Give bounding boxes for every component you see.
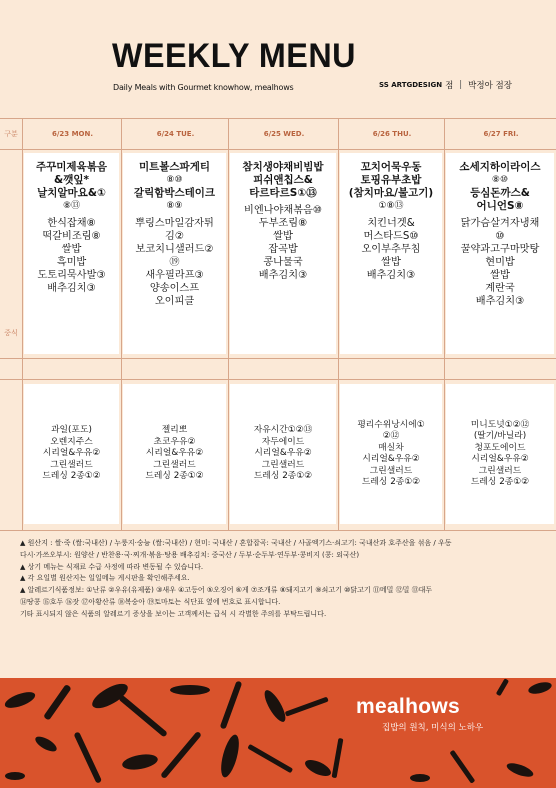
side-dish: 양송이스프 [149, 283, 200, 294]
menu-table [0, 118, 556, 530]
main-dish-line: ⑧⑩ [166, 175, 183, 185]
side-label-header: 구분 [4, 130, 18, 138]
dessert-item: 시리얼&우유② [254, 448, 312, 459]
dessert-cell [24, 384, 119, 524]
dessert-item: 드레싱 2종①② [145, 471, 204, 482]
side-dish: 비엔나야채볶음⑩ [243, 205, 323, 216]
brand-suffix: 점 [445, 81, 454, 91]
page-subtitle: Daily Meals with Gourmet knowhow, mealhows [113, 83, 294, 92]
side-dish: 한식잡채⑧ [47, 218, 96, 229]
side-dish: 머스타드S⑩ [363, 231, 419, 242]
side-dishes [123, 217, 226, 308]
side-dish: 콩나물국 [263, 257, 303, 268]
main-dish-line: (참치마요/불고기) [348, 187, 434, 199]
column-divider [338, 118, 339, 530]
column-divider [228, 118, 229, 530]
main-dish-line: ①⑧⑬ [378, 201, 404, 211]
side-dish: 꿀약과고구마맛탕 [460, 244, 540, 255]
dessert-item: 미니도넛①②⑫ [470, 419, 530, 430]
main-dish-line: 날치알마요&① [37, 187, 106, 199]
side-dish: ⑩ [495, 231, 505, 242]
notes [20, 538, 540, 621]
lunch-cell [340, 153, 442, 354]
side-dish: 닭가슴살겨자냉채 [460, 218, 540, 229]
side-dish: 떡갈비조림⑧ [42, 231, 101, 242]
side-dish: 도토리묵사발③ [37, 270, 106, 281]
pattern-decoration [0, 678, 556, 788]
note-line: ▲ 상기 메뉴는 식재료 수급 사정에 따라 변동될 수 있습니다. [20, 562, 204, 571]
dessert-item: ②⑫ [382, 431, 400, 441]
dessert-item: 그린샐러드 [261, 459, 305, 470]
main-dish [230, 161, 336, 200]
dessert-cell [446, 384, 554, 524]
side-dish: 배추김치③ [366, 270, 416, 281]
dessert-item: 평리수위낭시에① [357, 419, 425, 430]
main-dish-line: 소세지하이라이스 [459, 161, 541, 173]
main-dish-line: ⑧⑩ [491, 175, 509, 185]
main-dish-line: &깻잎* [54, 174, 89, 186]
page-title: WEEKLY MENU [112, 37, 356, 75]
side-dish: 배추김치③ [47, 283, 96, 294]
divider: | [459, 80, 463, 90]
side-dish: 쌀밥 [61, 244, 82, 255]
note-line: ▲ 알레르기식품정보: ①난류 ②우유(유제품) ③새우 ④고등어 ⑤오징어 ⑥게 ⑦조개류 ⑧돼지고기 ⑨쇠고기 ⑩닭고기 ⑪메밀 ⑫밀 ⑬대두 [20, 586, 433, 595]
main-dish-line: 미트볼스파게티 [138, 161, 210, 173]
branch-name: 박정아 점장 [468, 81, 512, 91]
dessert-cell [123, 384, 226, 524]
column-divider [444, 118, 445, 530]
dessert-item: 자유시간①②⑬ [253, 425, 313, 436]
dessert-item: 드레싱 2종①② [470, 477, 530, 487]
dessert-item: 청포도에이드 [474, 442, 526, 453]
dessert-item: 시리얼&우유② [42, 448, 101, 459]
main-dish [123, 161, 226, 213]
day-header: 6/24 TUE. [121, 119, 229, 149]
side-dish: 배추김치③ [258, 270, 308, 281]
side-dish: 새우필라프③ [145, 270, 204, 281]
dessert-item: 시리얼&우유② [362, 454, 420, 464]
lunch-row [0, 149, 556, 359]
main-dish-line: 타르타르S①⑬ [249, 187, 317, 199]
dessert-item: 그린샐러드 [153, 459, 196, 470]
day-header: 6/27 FRI. [444, 119, 556, 149]
side-dish: 보코치니샐러드② [135, 244, 214, 255]
dessert-cell [340, 384, 442, 524]
side-label-lunch: 중식 [4, 329, 18, 337]
side-dish: 오이피클 [154, 296, 195, 307]
lunch-cell [230, 153, 336, 354]
note-line: 기타 표시되지 않은 식품의 알레르기 증상을 보이는 고객께서는 급식 시 각별한 주의를 부탁드립니다. [20, 609, 327, 618]
note-line: 다시·가쓰오부시: 원양산 / 반찬용·국·찌개·볶음·탕용 배추김치: 중국산 / 두부·순두부·연두부·콩비지 (콩: 외국산) [20, 550, 360, 559]
side-dish: 잡곡밥 [268, 244, 298, 255]
side-dish: 계란국 [485, 283, 515, 294]
dessert-item: 시리얼&우유② [471, 454, 529, 464]
footer-tagline: 집밥의 원칙, 미식의 노하우 [382, 723, 484, 733]
spacer-row [0, 359, 556, 380]
main-dish [446, 161, 554, 213]
dessert-item: 과일(포도) [51, 425, 92, 436]
day-header: 6/23 MON. [22, 119, 122, 149]
side-dish: 쌀밥 [273, 231, 293, 242]
main-dish-line: 피쉬앤칩스& [253, 174, 313, 186]
main-dish-line: 어니언S⑧ [476, 200, 524, 212]
note-line: ▲ 원산지 : 쌀·죽 (쌀:국내산) / 누룽지·숭늉 (쌀:국내산) / 현미: 국내산 / 혼합잡곡: 국내산 / 사골엑기스·쇠고기: 국내산과 호주산을 섞음 / 우동 [20, 539, 452, 547]
dessert-item: 드레싱 2종①② [42, 471, 101, 482]
lunch-cell [24, 153, 119, 354]
side-dishes [340, 217, 442, 282]
main-dish-line: 토핑유부초밥 [360, 174, 422, 186]
side-dish: 배추김치③ [475, 296, 525, 307]
dessert-item: 매실차 [378, 442, 404, 453]
side-dishes [446, 217, 554, 308]
note-line: ▲ 각 요일별 원산지는 일일메뉴 게시판을 확인해주세요. [20, 574, 190, 583]
side-dish: 쌀밥 [381, 257, 401, 268]
dessert-item: 그린샐러드 [369, 465, 413, 476]
lunch-cell [446, 153, 554, 354]
main-dish-line: 갈릭함박스테이크 [133, 187, 216, 199]
dessert-item: 드레싱 2종①② [253, 471, 313, 482]
side-dish: ⑲ [169, 257, 180, 268]
main-dish-line: 참치생야채비빔밥 [242, 161, 324, 173]
dessert-item: 젤리뽀 [161, 425, 188, 436]
dessert-item: 그린샐러드 [478, 465, 522, 476]
footer-banner [0, 678, 556, 788]
day-header: 6/25 WED. [228, 119, 339, 149]
column-divider [121, 118, 122, 530]
dessert-item: 드레싱 2종①② [361, 477, 421, 487]
side-dish: 흑미밥 [56, 257, 87, 268]
side-dish: 두부조림⑧ [258, 218, 308, 229]
side-dish: 오이부추무침 [361, 244, 421, 255]
dessert-item: 초코우유② [153, 436, 196, 447]
side-dish: 김② [165, 231, 184, 242]
side-dishes [24, 217, 119, 295]
brand-logo: SS ARTGDESIGN [379, 81, 443, 89]
side-dish: 뿌링스마일감자튀 [135, 218, 214, 229]
main-dish [24, 161, 119, 213]
main-dish-line: 꼬치어묵우동 [360, 161, 422, 173]
column-divider [22, 118, 23, 530]
header-row [0, 118, 556, 150]
side-dish: 현미밥 [485, 257, 515, 268]
dessert-item: 시리얼&우유② [145, 448, 204, 459]
dessert-cell [230, 384, 336, 524]
main-dish-line: 주꾸미제육볶음 [35, 161, 107, 173]
side-dishes [230, 204, 336, 282]
brand-line [379, 79, 512, 91]
dessert-item: 자두에이드 [261, 436, 305, 447]
dessert-item: 오렌지주스 [50, 436, 93, 447]
dessert-row [0, 380, 556, 531]
lunch-cell [123, 153, 226, 354]
day-header: 6/26 THU. [338, 119, 445, 149]
dessert-item: 그린샐러드 [50, 459, 93, 470]
main-dish-line: ⑧⑬ [62, 201, 81, 211]
main-dish-line: ⑧⑨ [166, 201, 183, 211]
main-dish [340, 161, 442, 213]
footer-wordmark: mealhows [356, 695, 460, 718]
main-dish-line: 등심돈까스& [470, 187, 530, 199]
dessert-item: (딸기/바닐라) [473, 431, 527, 441]
note-line: ⑭땅콩 ⑮호두 ⑯잣 ⑰아황산류 ⑱복숭아 ⑲토마토는 식단표 옆에 번호로 표시합니다. [20, 597, 281, 606]
side-dish: 쌀밥 [490, 270, 510, 281]
side-dish: 치킨너겟& [367, 218, 415, 229]
